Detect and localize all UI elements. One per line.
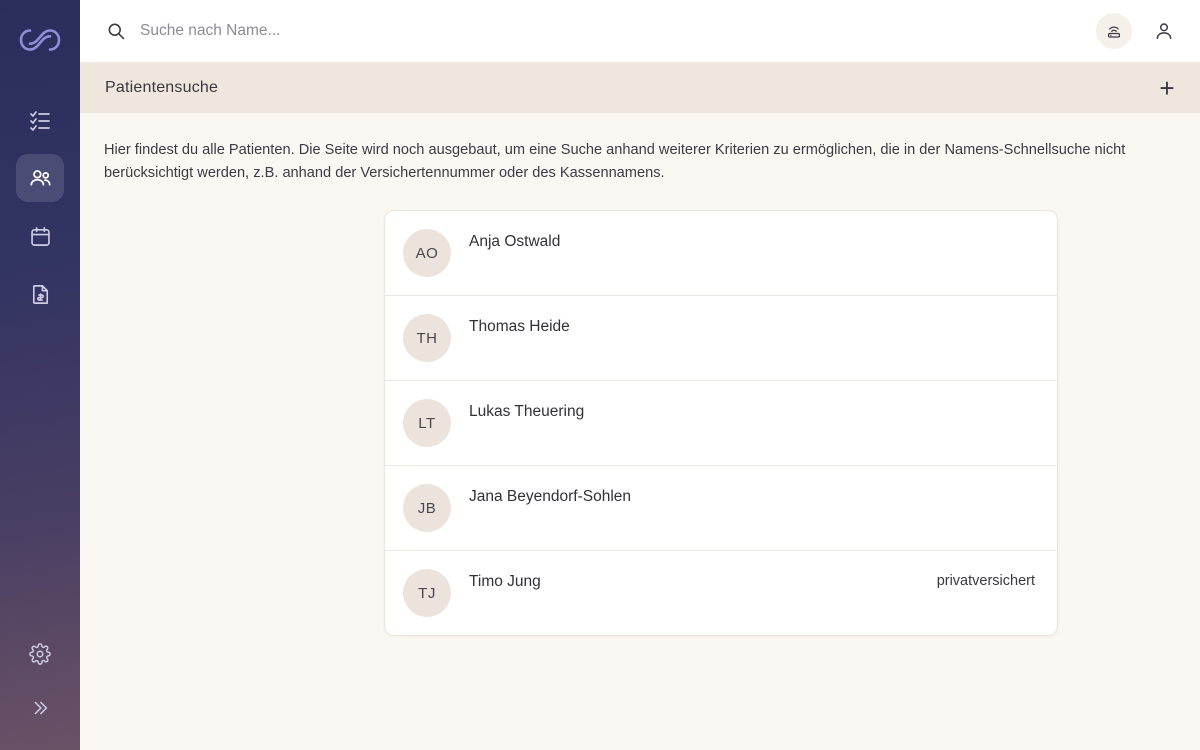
connection-status-button[interactable] (1096, 13, 1132, 49)
person-icon (1153, 20, 1175, 42)
list-item[interactable] (385, 296, 1057, 381)
add-patient-button[interactable]: + (1150, 71, 1184, 105)
patient-info (469, 569, 1035, 591)
patient-name: Timo Jung (469, 573, 541, 591)
search-icon (106, 21, 126, 41)
avatar: TH (403, 314, 451, 362)
list-item[interactable] (385, 551, 1057, 635)
page-content (80, 113, 1200, 750)
avatar: TJ (403, 569, 451, 617)
patient-info (469, 229, 1035, 251)
account-button[interactable] (1146, 13, 1182, 49)
patient-name: Jana Beyendorf-Sohlen (469, 488, 632, 506)
sidebar-item-calendar[interactable] (16, 212, 64, 260)
calendar-icon (29, 225, 52, 248)
infinity-logo[interactable] (16, 16, 64, 64)
patient-name: Anja Ostwald (469, 233, 561, 251)
sidebar-item-patients[interactable] (16, 154, 64, 202)
document-icon (29, 283, 52, 306)
sidebar-item-tasks[interactable] (16, 96, 64, 144)
sidebar-nav (16, 96, 64, 318)
patient-info (469, 399, 1035, 421)
wifi-device-icon (1104, 21, 1124, 41)
patient-name: Lukas Theuering (469, 403, 585, 421)
sidebar-item-documents[interactable] (16, 270, 64, 318)
list-item[interactable] (385, 211, 1057, 296)
gear-icon (29, 643, 51, 665)
sidebar-item-settings[interactable] (16, 630, 64, 678)
patient-name: Thomas Heide (469, 318, 570, 336)
people-icon (28, 166, 53, 191)
list-item[interactable] (385, 466, 1057, 551)
patient-info (469, 484, 1035, 506)
sidebar (0, 0, 80, 750)
top-bar (80, 0, 1200, 63)
topbar-actions (1096, 13, 1182, 49)
patient-info (469, 314, 1035, 336)
sidebar-item-expand[interactable] (16, 684, 64, 732)
patient-insurance-tag: privatversichert (936, 573, 1035, 590)
main-area (80, 0, 1200, 750)
page-header (80, 63, 1200, 113)
avatar: AO (403, 229, 451, 277)
page-title: Patientensuche (105, 79, 219, 96)
intro-text: Hier findest du alle Patienten. Die Seite wird noch ausgebaut, um eine Suche anhand weiterer Kriterien zu ermöglichen, die in der Namens-Schnellsuche nicht berücksichtigt werden, z.B. anhand der Versichertennummer oder des Kassennamens. (104, 142, 1126, 181)
patient-list (384, 210, 1058, 636)
checklist-icon (28, 108, 52, 132)
avatar: JB (403, 484, 451, 532)
sidebar-bottom-nav (0, 630, 80, 732)
search-bar[interactable] (106, 21, 1096, 41)
search-input[interactable] (140, 22, 734, 40)
chevron-double-right-icon (29, 697, 51, 719)
list-item[interactable] (385, 381, 1057, 466)
avatar: LT (403, 399, 451, 447)
